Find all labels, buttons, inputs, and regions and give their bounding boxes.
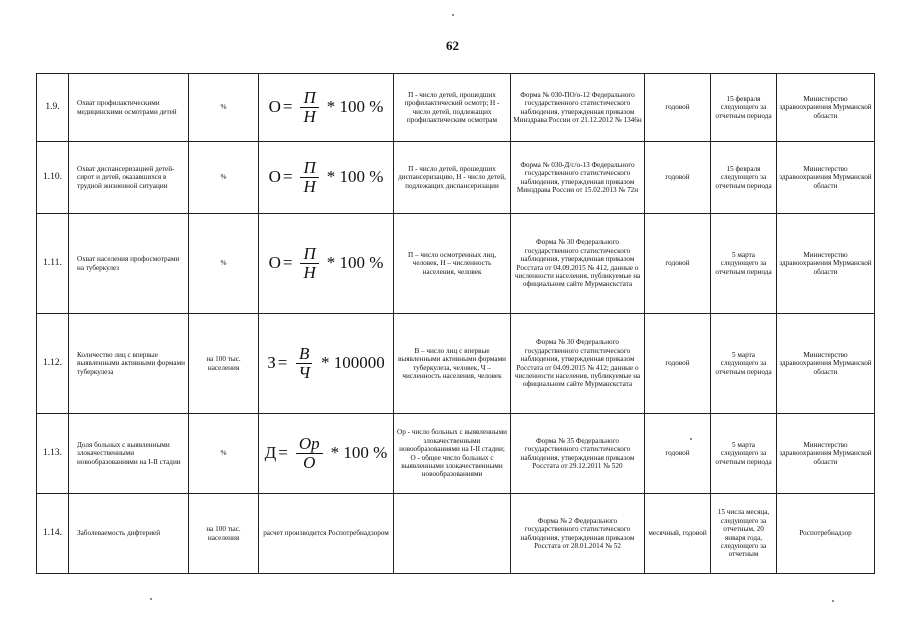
formula [269,245,384,283]
indicator-name: Охват диспансеризацией детей-сирот и детей, оказавшихся в трудной жизненной ситуации [69,142,189,214]
fraction-numerator: Ор [296,435,323,454]
formula-cell [259,214,394,314]
table-row [37,314,875,414]
scan-speck [690,438,692,440]
formula-result: О [268,97,281,117]
equals-sign: = [277,353,288,373]
row-number: 1.9. [37,74,69,142]
equals-sign: = [282,167,293,187]
indicator-name: Доля больных с выявленными злокачественными новообразованиями на I-II стадии [69,414,189,494]
row-number: 1.13. [37,414,69,494]
formula-text: расчет производится Роспотребнадзором [263,529,389,538]
responsible-body: Роспотребнадзор [777,494,875,574]
scan-speck [150,598,152,600]
data-source: Форма № 30 Федерального государственного статистического наблюдения, утвержденная приказом Росстата от 04.09.2015 № 412, данные о численности населения, публикуемые на официальном сайте Мурманскстата [511,214,645,314]
formula-result: Д [264,443,277,463]
responsible-body: Министерство здравоохранения Мурманской области [777,214,875,314]
indicator-name: Охват населения профосмотрами на туберкулез [69,214,189,314]
submission-deadline: 5 марта следующего за отчетным периода [711,314,777,414]
formula-result: О [268,253,281,273]
indicator-name: Заболеваемость дифтерией [69,494,189,574]
variables-description: П - число детей, прошедших профилактический осмотр; Н - число детей, подлежащих профилактическим осмотрам [394,74,511,142]
data-source: Форма № 030-Д/с/о-13 Федерального государственного статистического наблюдения, утвержденная приказом Минздрава России от 15.02.2013 № 72н [511,142,645,214]
submission-deadline: 5 марта следующего за отчетным периода [711,414,777,494]
unit-of-measure: на 100 тыс. населения [189,494,259,574]
row-number: 1.11. [37,214,69,314]
periodicity: годовой [645,414,711,494]
table-row [37,494,875,574]
variables-description: П – число осмотренных лиц, человек, Н – численность населения, человек [394,214,511,314]
indicator-name: Охват профилактическими медицинскими осмотрами детей [69,74,189,142]
variables-description: Ор - число больных с выявленными злокачественными новообразованиями на I-II стадии; О - общее число больных с выявленными злокачественными новообразованиями [394,414,511,494]
formula-multiplier: * 100 % [326,253,384,273]
formula-multiplier: * 100 % [330,443,388,463]
row-number: 1.10. [37,142,69,214]
page-number: 62 [446,38,459,53]
periodicity: месячный, годовой [645,494,711,574]
unit-of-measure: % [189,214,259,314]
fraction-denominator: Ч [298,362,311,382]
data-source: Форма № 2 Федерального государственного статистического наблюдения, утвержденная приказом Росстата от 28.01.2014 № 52 [511,494,645,574]
formula [269,89,384,127]
variables-description: П - число детей, прошедших диспансеризацию, Н - число детей, подлежащих диспансеризации [394,142,511,214]
fraction [295,345,313,383]
formula-cell [259,142,394,214]
fraction-numerator: В [296,345,312,364]
unit-of-measure: % [189,142,259,214]
periodicity: годовой [645,314,711,414]
periodicity: годовой [645,214,711,314]
unit-of-measure: на 100 тыс. населения [189,314,259,414]
fraction-numerator: П [300,89,318,108]
responsible-body: Министерство здравоохранения Мурманской области [777,74,875,142]
formula-cell [259,74,394,142]
variables-description: В – число лиц с впервые выявленными активными формами туберкулеза, человек, Ч – численность населения, человек [394,314,511,414]
data-source: Форма № 30 Федерального государственного статистического наблюдения, утвержденная приказом Росстата от 04.09.2015 № 412; данные о численности населения, публикуемые на официальном сайте Мурманскстата [511,314,645,414]
responsible-body: Министерство здравоохранения Мурманской области [777,314,875,414]
submission-deadline: 15 февраля следующего за отчетным периода [711,74,777,142]
scan-speck [832,600,834,602]
data-source: Форма № 35 Федерального государственного статистического наблюдения, утвержденная приказом Росстата от 29.12.2011 № 520 [511,414,645,494]
formula-multiplier: * 100 % [326,97,384,117]
formula-cell [259,494,394,574]
responsible-body: Министерство здравоохранения Мурманской области [777,414,875,494]
data-source: Форма № 030-ПО/о-12 Федерального государственного статистического наблюдения, утвержденная приказом Минздрава России от 21.12.2012 № 1346н [511,74,645,142]
variables-description [394,494,511,574]
indicators-table [36,73,875,574]
formula-multiplier: * 100000 [321,353,385,373]
formula-cell [259,314,394,414]
fraction [300,245,318,283]
equals-sign: = [282,97,293,117]
indicator-name: Количество лиц с впервые выявленными активными формами туберкулеза [69,314,189,414]
unit-of-measure: % [189,414,259,494]
fraction-numerator: П [300,159,318,178]
formula-multiplier: * 100 % [326,167,384,187]
row-number: 1.14. [37,494,69,574]
equals-sign: = [282,253,293,273]
fraction [296,435,323,473]
table-row [37,74,875,142]
submission-deadline: 15 числа месяца, следующего за отчетным, 20 января года, следующего за отчетным [711,494,777,574]
formula [265,435,388,473]
fraction-denominator: Н [303,176,316,196]
scan-speck [452,14,454,16]
formula [267,345,385,383]
fraction [300,89,318,127]
row-number: 1.12. [37,314,69,414]
formula-cell [259,414,394,494]
unit-of-measure: % [189,74,259,142]
fraction [300,159,318,197]
responsible-body: Министерство здравоохранения Мурманской области [777,142,875,214]
fraction-numerator: П [300,245,318,264]
periodicity: годовой [645,74,711,142]
formula [269,159,384,197]
fraction-denominator: Н [303,106,316,126]
formula-result: З [267,353,276,373]
equals-sign: = [278,443,288,463]
fraction-denominator: О [303,452,316,472]
formula-result: О [268,167,281,187]
table-row [37,414,875,494]
submission-deadline: 15 февраля следующего за отчетным периода [711,142,777,214]
table-row [37,142,875,214]
submission-deadline: 5 марта следующего за отчетным периода [711,214,777,314]
periodicity: годовой [645,142,711,214]
fraction-denominator: Н [303,262,316,282]
table-row [37,214,875,314]
